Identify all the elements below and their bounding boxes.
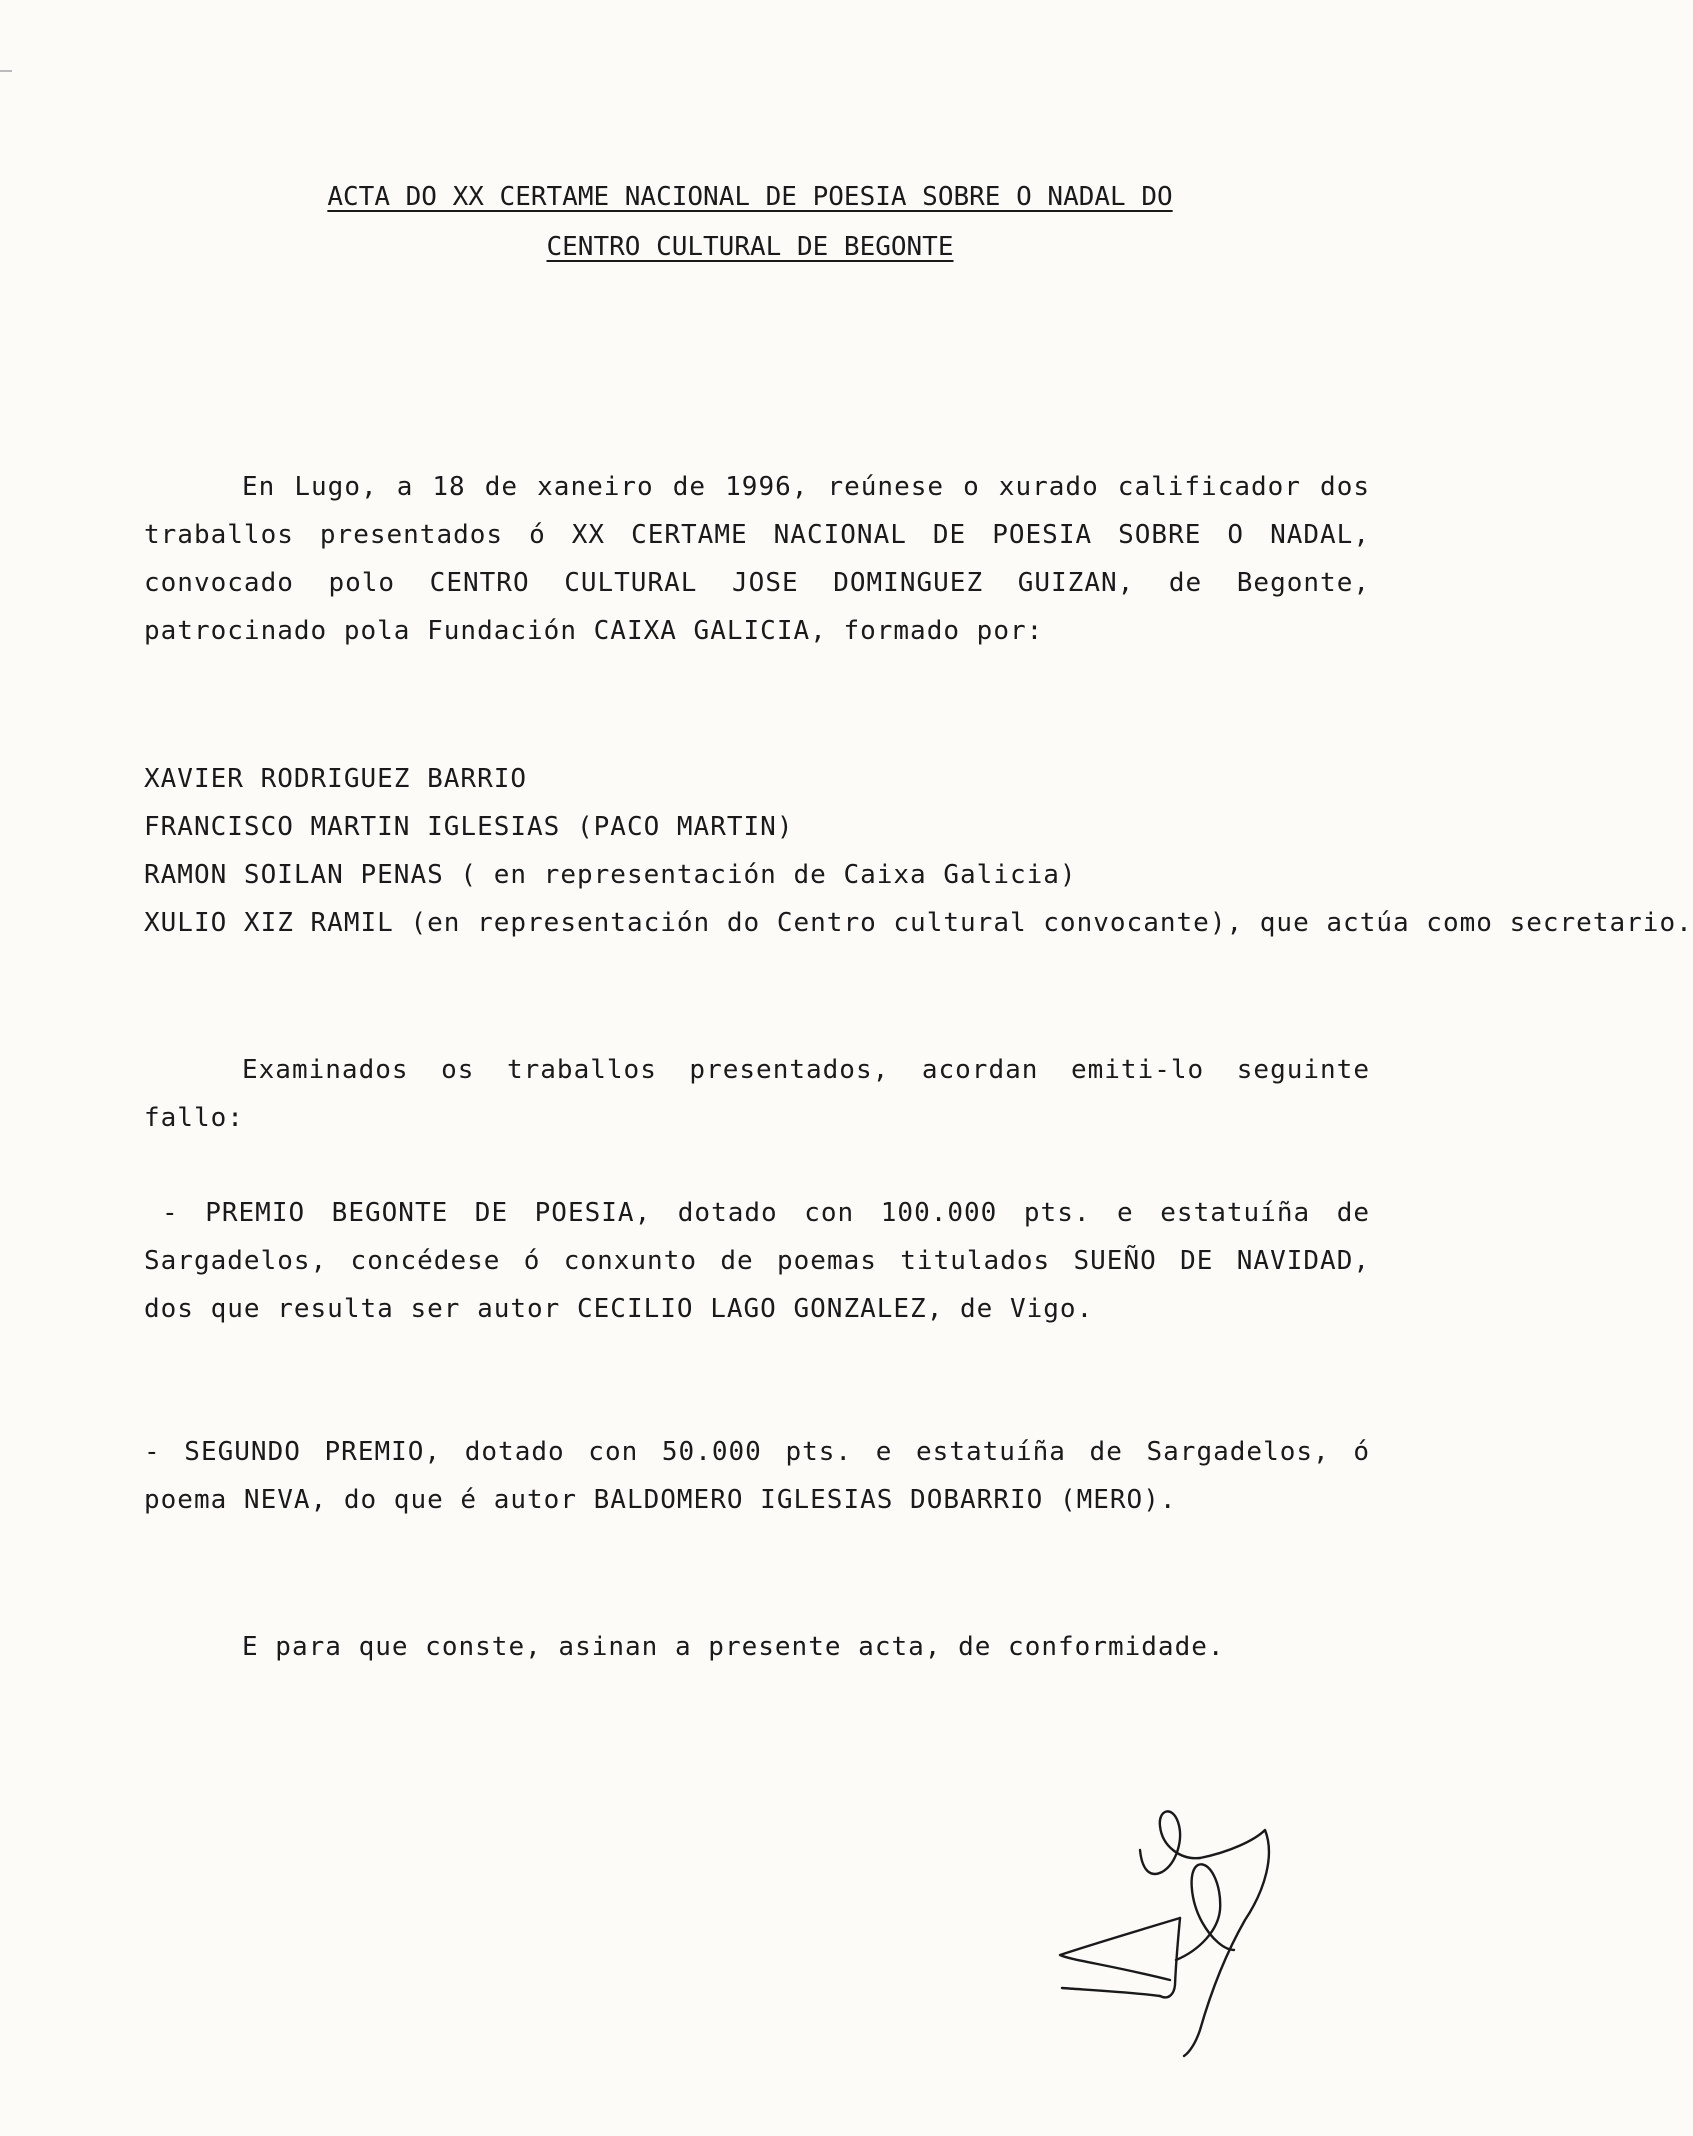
jury-member: FRANCISCO MARTIN IGLESIAS (PACO MARTIN) [144, 812, 794, 842]
jury-member: RAMON SOILAN PENAS ( en representación de Caixa Galicia) [144, 860, 1077, 890]
scan-edge-mark [0, 70, 12, 72]
jury-list [144, 755, 1693, 947]
title-line-1: ACTA DO XX CERTAME NACIONAL DE POESIA SOBRE O NADAL DO [327, 182, 1173, 212]
second-prize-paragraph: - SEGUNDO PREMIO, dotado con 50.000 pts. e estatuíña de Sargadelos, ó poema NEVA, do que é autor BALDOMERO IGLESIAS DOBARRIO (MERO). [144, 1437, 1370, 1515]
jury-member: XAVIER RODRIGUEZ BARRIO [144, 764, 528, 794]
examination-paragraph: Examinados os traballos presentados, acordan emiti-lo seguinte fallo: [144, 1055, 1370, 1133]
intro-paragraph: En Lugo, a 18 de xaneiro de 1996, reúnese o xurado calificador dos traballos presentados ó XX CERTAME NACIONAL DE POESIA SOBRE O NADAL, convocado polo CENTRO CULTURAL JOSE DOMINGUEZ GUIZAN, de Begonte, patrocinado pola Fundación CAIXA GALICIA, formado por: [144, 472, 1370, 646]
title-line-2: CENTRO CULTURAL DE BEGONTE [546, 232, 954, 262]
document-title [0, 172, 1500, 272]
jury-member: XULIO XIZ RAMIL (en representación do Centro cultural convocante), que actúa como secretario. [144, 908, 1693, 938]
first-prize-paragraph: - PREMIO BEGONTE DE POESIA, dotado con 100.000 pts. e estatuíña de Sargadelos, concédese ó conxunto de poemas titulados SUEÑO DE NAVIDAD, dos que resulta ser autor CECILIO LAGO GONZALEZ, de Vigo. [144, 1198, 1370, 1324]
handwritten-signature [1050, 1760, 1330, 2060]
closing-paragraph: E para que conste, asinan a presente acta, de conformidade. [242, 1632, 1225, 1662]
